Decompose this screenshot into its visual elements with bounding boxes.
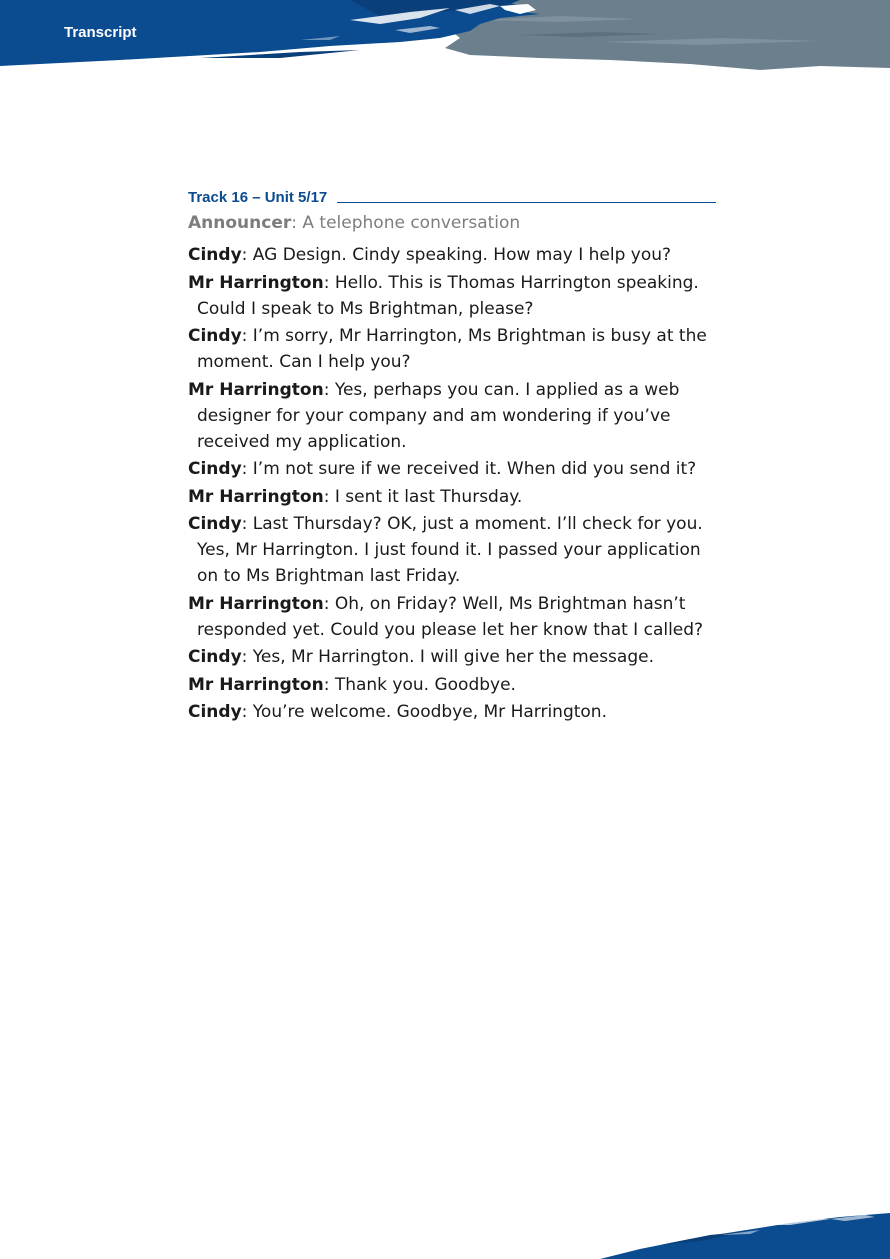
speaker-name: Cindy (188, 647, 242, 667)
dialogue (188, 242, 716, 725)
speech-text: : Oh, on Friday? Well, Ms Brightman hasn’t responded yet. Could you please let her know that I called? (197, 593, 704, 640)
speech-text: : A telephone conversation (291, 213, 521, 233)
speaker-name: Mr Harrington (188, 272, 324, 293)
dialogue-turn (188, 377, 716, 455)
dialogue-turn (188, 511, 716, 589)
speaker-name: Mr Harrington (188, 593, 324, 614)
speech-text: : I sent it last Thursday. (323, 486, 523, 507)
speaker-name: Mr Harrington (188, 486, 324, 507)
dialogue-turn (188, 242, 716, 268)
transcript-content (188, 184, 716, 727)
speaker-name: Cindy (188, 702, 242, 722)
speech-text: : AG Design. Cindy speaking. How may I help you? (241, 245, 672, 265)
speaker-name: Cindy (188, 514, 242, 534)
dialogue-turn (188, 699, 716, 725)
speaker-name: Mr Harrington (188, 674, 324, 695)
heading-rule (337, 202, 716, 203)
dialogue-turn (188, 270, 716, 322)
dialogue-turn (188, 484, 716, 510)
track-title: Track 16 – Unit 5/17 (188, 189, 328, 206)
track-heading (188, 184, 716, 206)
speech-text: : I’m not sure if we received it. When did you send it? (241, 459, 697, 479)
speaker-name: Cindy (188, 245, 242, 265)
speaker-name: Cindy (188, 326, 242, 346)
speech-text: : Thank you. Goodbye. (323, 674, 516, 695)
speech-text: : You’re welcome. Goodbye, Mr Harrington. (241, 702, 607, 722)
dialogue-turn (188, 456, 716, 482)
dialogue-turn (188, 591, 716, 643)
speech-text: : Last Thursday? OK, just a moment. I’ll check for you. Yes, Mr Harrington. I just found it. I passed your application on to Ms Brightman last Friday. (197, 514, 703, 586)
dialogue-turn (188, 672, 716, 698)
footer-brush (600, 1205, 890, 1259)
speech-text: : Hello. This is Thomas Harrington speaking. Could I speak to Ms Brightman, please? (197, 272, 699, 319)
speaker-name: Announcer (188, 213, 292, 233)
speech-text: : Yes, Mr Harrington. I will give her the message. (241, 647, 654, 667)
speech-text: : Yes, perhaps you can. I applied as a web designer for your company and am wondering if you’ve received my application. (197, 379, 680, 452)
header-label: Transcript (64, 24, 137, 41)
speaker-name: Mr Harrington (188, 379, 324, 400)
speaker-name: Cindy (188, 459, 242, 479)
dialogue-turn (188, 323, 716, 375)
speech-text: : I’m sorry, Mr Harrington, Ms Brightman is busy at the moment. Can I help you? (197, 326, 707, 372)
dialogue-turn (188, 644, 716, 670)
announcer-line (188, 210, 716, 236)
